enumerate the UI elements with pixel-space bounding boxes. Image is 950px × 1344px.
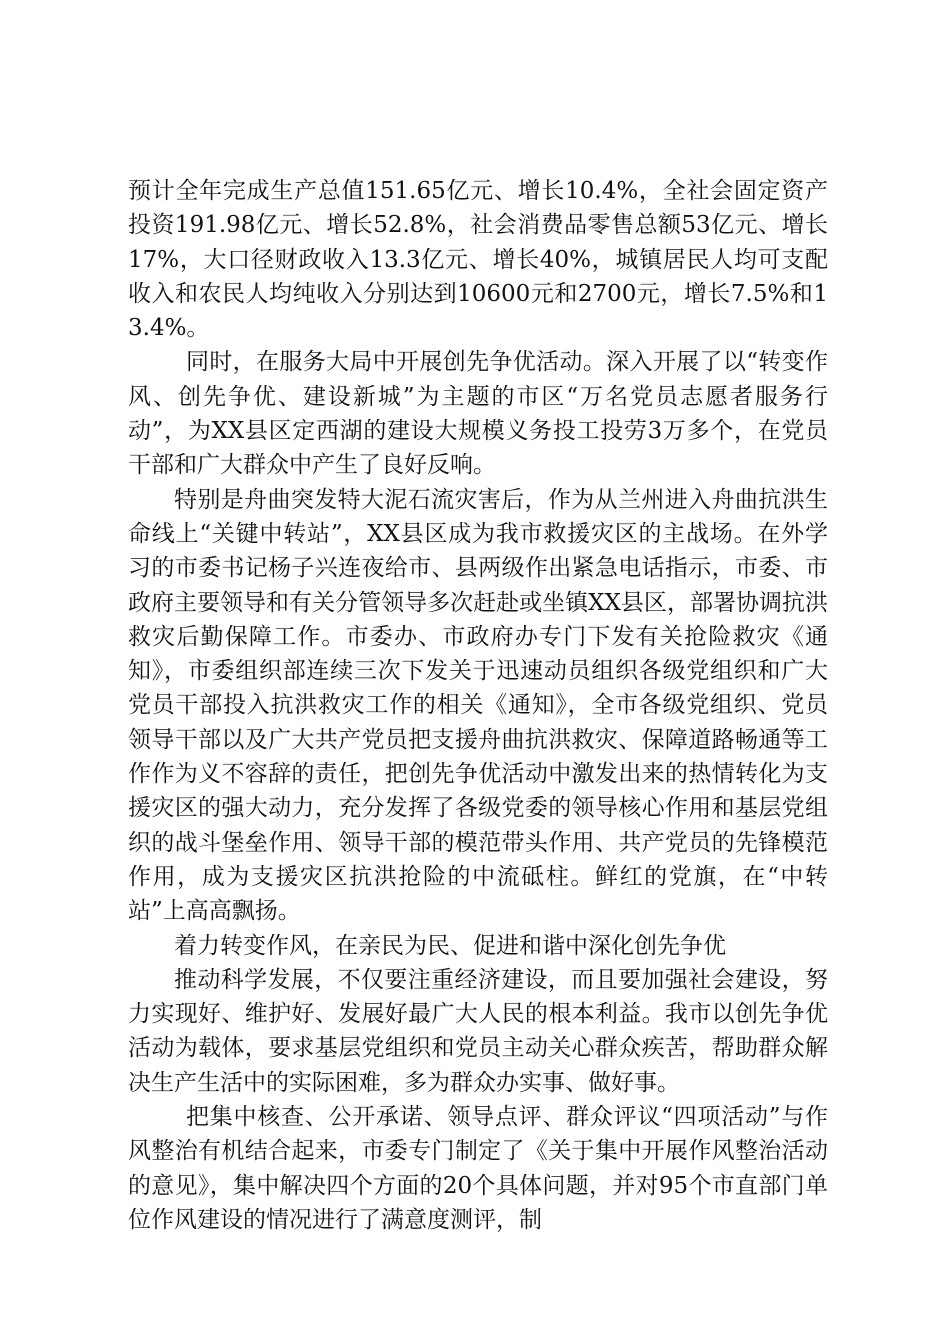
paragraph-style-rectification: 把集中核查、公开承诺、领导点评、群众评议“四项活动”与作风整治有机结合起来，市委专门制定了《关于集中开展作风整治活动的意见》，集中解决四个方面的20个具体问题，并对95个市直部门单位作风建设的情况进行了满意度测评，制: [128, 1104, 828, 1233]
paragraph-economic-figures: 预计全年完成生产总值151.65亿元、增长10.4%，全社会固定资产投资191.98亿元、增长52.8%，社会消费品零售总额53亿元、增长17%，大口径财政收入13.3亿元、增长40%，城镇居民人均可支配收入和农民人均纯收入分别达到10600元和2700元，增长7.5%和13.4%。: [128, 178, 828, 342]
paragraph-zhouqu-disaster-relief: 特别是舟曲突发特大泥石流灾害后，作为从兰州进入舟曲抗洪生命线上“关键中转站”，XX县区成为我市救援灾区的主战场。在外学习的市委书记杨子兴连夜给市、县两级作出紧急电话指示，市委、市政府主要领导和有关分管领导多次赶赴或坐镇XX县区，部署协调抗洪救灾后勤保障工作。市委办、市政府办专门下发有关抢险救灾《通知》，市委组织部连续三次下发关于迅速动员组织各级党组织和广大党员干部投入抗洪救灾工作的相关《通知》，全市各级党组织、党员领导干部以及广大共产党员把支援舟曲抗洪救灾、保障道路畅通等工作作为义不容辞的责任，把创先争优活动中激发出来的热情转化为支援灾区的强大动力，充分发挥了各级党委的领导核心作用和基层党组织的战斗堡垒作用、领导干部的模范带头作用、共产党员的先锋模范作用，成为支援灾区抗洪抢险的中流砥柱。鲜红的党旗，在“中转站”上高高飘扬。: [128, 486, 828, 925]
paragraph-volunteer-service: 同时，在服务大局中开展创先争优活动。深入开展了以“转变作风、创先争优、建设新城”为主题的市区“万名党员志愿者服务行动”，为XX县区定西湖的建设大规模义务投工投劳3万多个，在党员干部和广大群众中产生了良好反响。: [128, 349, 828, 479]
section-heading-style-change: 着力转变作风，在亲民为民、促进和谐中深化创先争优: [174, 932, 726, 959]
document-body: [128, 174, 828, 1237]
paragraph-social-development: 推动科学发展，不仅要注重经济建设，而且要加强社会建设，努力实现好、维护好、发展好最广大人民的根本利益。我市以创先争优活动为载体，要求基层党组织和党员主动关心群众疾苦，帮助群众解决生产生活中的实际困难，多为群众办实事、做好事。: [128, 966, 828, 1096]
